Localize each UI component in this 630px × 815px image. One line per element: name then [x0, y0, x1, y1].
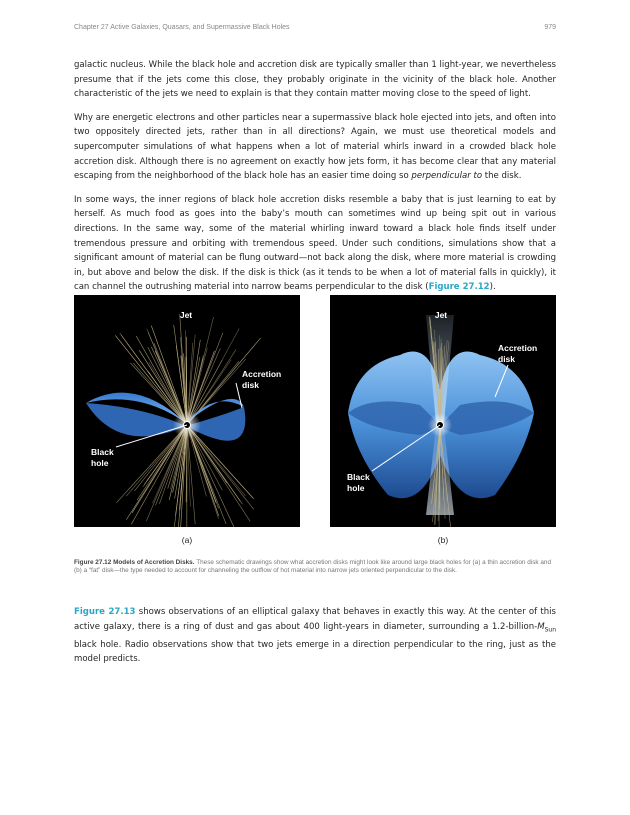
body-text-bottom: [74, 605, 556, 676]
figure-27-12-link[interactable]: Figure 27.12: [428, 282, 490, 293]
disk-label-b-2: disk: [498, 354, 516, 364]
panel-b-fat-disk: [330, 295, 556, 527]
black-hole-label-a-1: Black: [91, 447, 114, 457]
jet-ray: [136, 336, 187, 425]
paragraph-3: [74, 193, 556, 295]
paragraph-3-end: ).: [489, 282, 496, 293]
panel-a-label: (a): [181, 535, 193, 545]
jet-ray: [187, 425, 219, 516]
panel-b-label: (b): [437, 535, 449, 545]
paragraph-4: [74, 605, 556, 667]
black-hole-label-b-2: hole: [347, 483, 365, 493]
paragraph-4-text-a: shows observations of an elliptical galaxy that behaves in exactly this way. At the center of this active galaxy, there is a ring of dust and gas about 400 light-years in diameter, surrounding a 1.2-billion-: [74, 607, 556, 632]
paragraph-2-emphasis: perpendicular to: [411, 171, 483, 182]
paragraph-2: [74, 111, 556, 184]
jet-ray: [116, 425, 187, 503]
black-hole-label-a-2: hole: [91, 458, 109, 468]
caption-title: Figure 27.12 Models of Accretion Disks.: [74, 559, 195, 566]
figure-27-13-link[interactable]: Figure 27.13: [74, 607, 136, 617]
page-number: 979: [544, 24, 556, 31]
paragraph-2-end: the disk.: [484, 171, 522, 182]
fat-disk-diagram: [330, 295, 556, 527]
chapter-title: Chapter 27 Active Galaxies, Quasars, and Supermassive Black Holes: [74, 24, 290, 31]
panel-a-thin-disk: [74, 295, 300, 527]
figure-caption: [74, 559, 556, 575]
solar-mass-symbol: M: [537, 621, 545, 632]
disk-label-a-2: disk: [242, 380, 260, 390]
body-text-top: [74, 58, 556, 304]
caption-text: These schematic drawings show what accretion disks might look like around large black holes for (a) a thin accretion disk and (b) a “fat” disk—the type needed to account for channeling the outflow of hot material into narrow jets oriented perpendicular to the disk.: [74, 559, 552, 575]
black-hole-label-b-1: Black: [347, 472, 370, 482]
paragraph-2-text: Why are energetic electrons and other particles near a supermassive black hole ejected into jets, and often into two oppositely directed jets, rather than in all directions? Again, we must use theoretical models and supercomputer simulations of what happens when a lot of material whirls inward in a crowded black hole accretion disk. Although there is no agreement on exactly how jets form, it has become clear that any material escaping from the neighborhood of the black hole has an easier time doing so: [74, 112, 556, 182]
paragraph-3-text: In some ways, the inner regions of black hole accretion disks resemble a baby that is just learning to eat by herself. As much food as goes into the baby’s mouth can sometimes wind up being spit out in various directions. In the same way, some of the material whirling inward toward a black hole finds itself under tremendous pressure and orbiting with tremendous speed. Under such conditions, simulations show that a significant amount of material can be flung outward—not back along the disk, where more material is crowding in, but above and below the disk. If the disk is thick (as it tends to be when a lot of material falls in quickly), it can channel the outrushing material into narrow beams perpendicular to the disk (: [74, 194, 556, 293]
disk-label-b-1: Accretion: [498, 343, 538, 353]
jet-ray: [132, 425, 187, 513]
disk-label-a-1: Accretion: [242, 369, 282, 379]
jet-label-a: Jet: [179, 310, 193, 320]
paragraph-4-text-b: black hole. Radio observations show that two jets emerge in a direction perpendicular to the ring, just as the model predicts.: [74, 639, 556, 665]
page-header: [74, 24, 556, 36]
figure-27-12: [74, 295, 556, 545]
solar-mass-subscript: Sun: [544, 626, 556, 634]
paragraph-1: galactic nucleus. While the black hole and accretion disk are typically smaller than 1 light-year, we nevertheless presume that if the jets come this close, they probably originate in the vicinity of the black hole. Another characteristic of the jets we need to explain is that they contain matter moving close to the speed of light.: [74, 60, 556, 100]
jet-label-b: Jet: [434, 310, 448, 320]
thin-disk-diagram: [74, 295, 300, 527]
